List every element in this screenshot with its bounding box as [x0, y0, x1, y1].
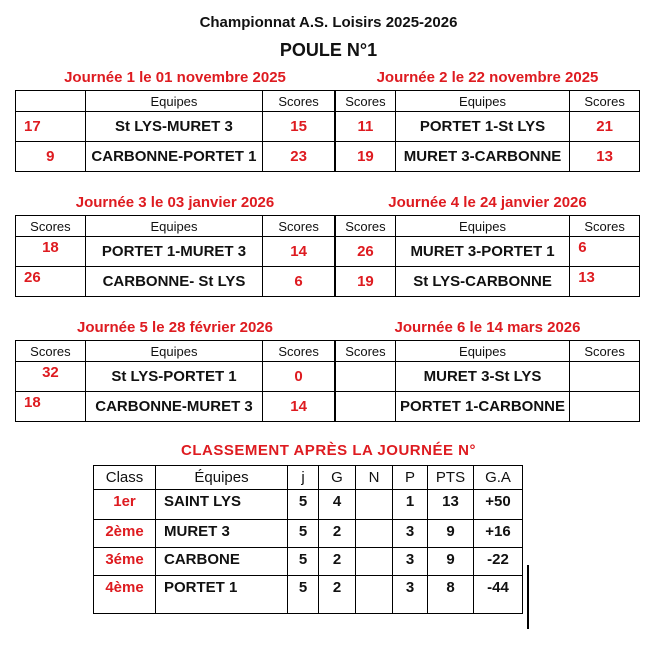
won-cell: 2: [319, 576, 356, 614]
points-cell: 13: [428, 490, 474, 520]
journee-3-title: Journée 3 le 03 janvier 2026: [75, 194, 275, 211]
score-cell: 0: [263, 362, 335, 392]
goal-average-cell: -22: [474, 548, 523, 576]
stray-table-line: [527, 565, 529, 629]
header-cell: Scores: [263, 341, 335, 362]
classement-row: [94, 576, 523, 614]
team-cell: MURET 3-PORTET 1: [395, 237, 569, 267]
lost-cell: 3: [393, 576, 428, 614]
team-cell: PORTET 1-CARBONNE: [395, 392, 569, 422]
journee-4-title: Journée 4 le 24 janvier 2026: [388, 194, 587, 211]
score-cell: 13: [570, 267, 640, 297]
header-cell: Class: [94, 466, 156, 490]
team-cell: CARBONE: [156, 548, 288, 576]
header-cell: Scores: [570, 341, 640, 362]
score-cell: 19: [336, 267, 396, 297]
table-row: [16, 237, 335, 267]
journee-6-table: [335, 340, 640, 422]
goal-average-cell: +16: [474, 520, 523, 548]
journee-5-title: Journée 5 le 28 février 2026: [77, 319, 273, 336]
lost-cell: 3: [393, 520, 428, 548]
goal-average-cell: +50: [474, 490, 523, 520]
header-cell: PTS: [428, 466, 474, 490]
journee-2-title: Journée 2 le 22 novembre 2025: [376, 69, 599, 86]
header-cell: Equipes: [85, 91, 262, 112]
table-row: [336, 362, 640, 392]
score-cell: 18: [16, 237, 86, 267]
table-row: [336, 142, 640, 172]
rank-cell: 4ème: [94, 576, 156, 614]
score-cell: 14: [263, 237, 335, 267]
won-cell: 2: [319, 520, 356, 548]
score-cell: 6: [263, 267, 335, 297]
header-cell: Scores: [16, 216, 86, 237]
team-cell: SAINT LYS: [156, 490, 288, 520]
draw-cell: [356, 490, 393, 520]
team-cell: PORTET 1-St LYS: [395, 112, 569, 142]
header-cell: j: [288, 466, 319, 490]
score-cell: 19: [336, 142, 396, 172]
header-cell: Scores: [263, 91, 335, 112]
table-row: [336, 112, 640, 142]
header-cell: Scores: [336, 216, 396, 237]
team-cell: CARBONNE- St LYS: [85, 267, 262, 297]
journee-5-block: [15, 319, 335, 422]
header-cell: G.A: [474, 466, 523, 490]
rank-cell: 3éme: [94, 548, 156, 576]
won-cell: 4: [319, 490, 356, 520]
journee-row-3: [15, 319, 657, 422]
played-cell: 5: [288, 548, 319, 576]
score-cell: 14: [263, 392, 335, 422]
journee-1-table: [15, 90, 335, 172]
draw-cell: [356, 548, 393, 576]
score-cell: 11: [336, 112, 396, 142]
header-cell: [16, 91, 86, 112]
team-cell: CARBONNE-PORTET 1: [85, 142, 262, 172]
table-row: [16, 267, 335, 297]
score-cell: 6: [570, 237, 640, 267]
header-cell: G: [319, 466, 356, 490]
header-cell: Équipes: [156, 466, 288, 490]
header-cell: Scores: [16, 341, 86, 362]
header-cell: Equipes: [395, 91, 569, 112]
table-row: [16, 142, 335, 172]
journee-2-block: [335, 69, 640, 172]
header-cell: Equipes: [395, 341, 569, 362]
journee-6-block: [335, 319, 640, 422]
classement-row: [94, 520, 523, 548]
team-cell: PORTET 1-MURET 3: [85, 237, 262, 267]
score-cell: 26: [16, 267, 86, 297]
score-cell: 32: [16, 362, 86, 392]
points-cell: 8: [428, 576, 474, 614]
team-cell: PORTET 1: [156, 576, 288, 614]
header-cell: P: [393, 466, 428, 490]
journee-1-title: Journée 1 le 01 novembre 2025: [64, 69, 286, 86]
journee-1-block: [15, 69, 335, 172]
classement-header-row: [94, 466, 523, 490]
journee-6-title: Journée 6 le 14 mars 2026: [394, 319, 581, 336]
journee-2-table: [335, 90, 640, 172]
table-row: [336, 392, 640, 422]
page-title: Championnat A.S. Loisirs 2025-2026: [199, 14, 458, 31]
classement-row: [94, 490, 523, 520]
table-row: [336, 267, 640, 297]
header-cell: Scores: [336, 91, 396, 112]
lost-cell: 3: [393, 548, 428, 576]
score-cell: [336, 362, 396, 392]
score-cell: 18: [16, 392, 86, 422]
team-cell: CARBONNE-MURET 3: [85, 392, 262, 422]
team-cell: St LYS-PORTET 1: [85, 362, 262, 392]
score-cell: [570, 362, 640, 392]
header-cell: Scores: [570, 216, 640, 237]
lost-cell: 1: [393, 490, 428, 520]
journee-row-2: [15, 194, 657, 297]
rank-cell: 2ème: [94, 520, 156, 548]
journee-3-block: [15, 194, 335, 297]
score-cell: 15: [263, 112, 335, 142]
points-cell: 9: [428, 548, 474, 576]
score-cell: 26: [336, 237, 396, 267]
table-row: [16, 112, 335, 142]
score-cell: [570, 392, 640, 422]
team-cell: MURET 3: [156, 520, 288, 548]
table-row: [16, 392, 335, 422]
goal-average-cell: -44: [474, 576, 523, 614]
team-cell: MURET 3-CARBONNE: [395, 142, 569, 172]
table-row: [16, 362, 335, 392]
score-cell: 13: [570, 142, 640, 172]
score-cell: 21: [570, 112, 640, 142]
header-cell: N: [356, 466, 393, 490]
header-cell: Scores: [336, 341, 396, 362]
journee-5-table: [15, 340, 335, 422]
header-cell: Equipes: [85, 341, 262, 362]
score-cell: 9: [16, 142, 86, 172]
score-cell: 23: [263, 142, 335, 172]
draw-cell: [356, 520, 393, 548]
classement-row: [94, 548, 523, 576]
team-cell: MURET 3-St LYS: [395, 362, 569, 392]
table-row: [336, 237, 640, 267]
header-cell: Equipes: [85, 216, 262, 237]
won-cell: 2: [319, 548, 356, 576]
played-cell: 5: [288, 520, 319, 548]
team-cell: St LYS-MURET 3: [85, 112, 262, 142]
header-cell: Scores: [570, 91, 640, 112]
rank-cell: 1er: [94, 490, 156, 520]
draw-cell: [356, 576, 393, 614]
journee-4-table: [335, 215, 640, 297]
points-cell: 9: [428, 520, 474, 548]
played-cell: 5: [288, 576, 319, 614]
classement-table: [93, 465, 523, 614]
score-cell: [336, 392, 396, 422]
team-cell: St LYS-CARBONNE: [395, 267, 569, 297]
journee-4-block: [335, 194, 640, 297]
header-cell: Equipes: [395, 216, 569, 237]
header-cell: Scores: [263, 216, 335, 237]
score-cell: 17: [16, 112, 86, 142]
journee-row-1: [15, 69, 657, 172]
played-cell: 5: [288, 490, 319, 520]
classement-title: CLASSEMENT APRÈS LA JOURNÉE N°: [181, 442, 476, 459]
poule-subtitle: POULE N°1: [279, 40, 378, 60]
journee-3-table: [15, 215, 335, 297]
